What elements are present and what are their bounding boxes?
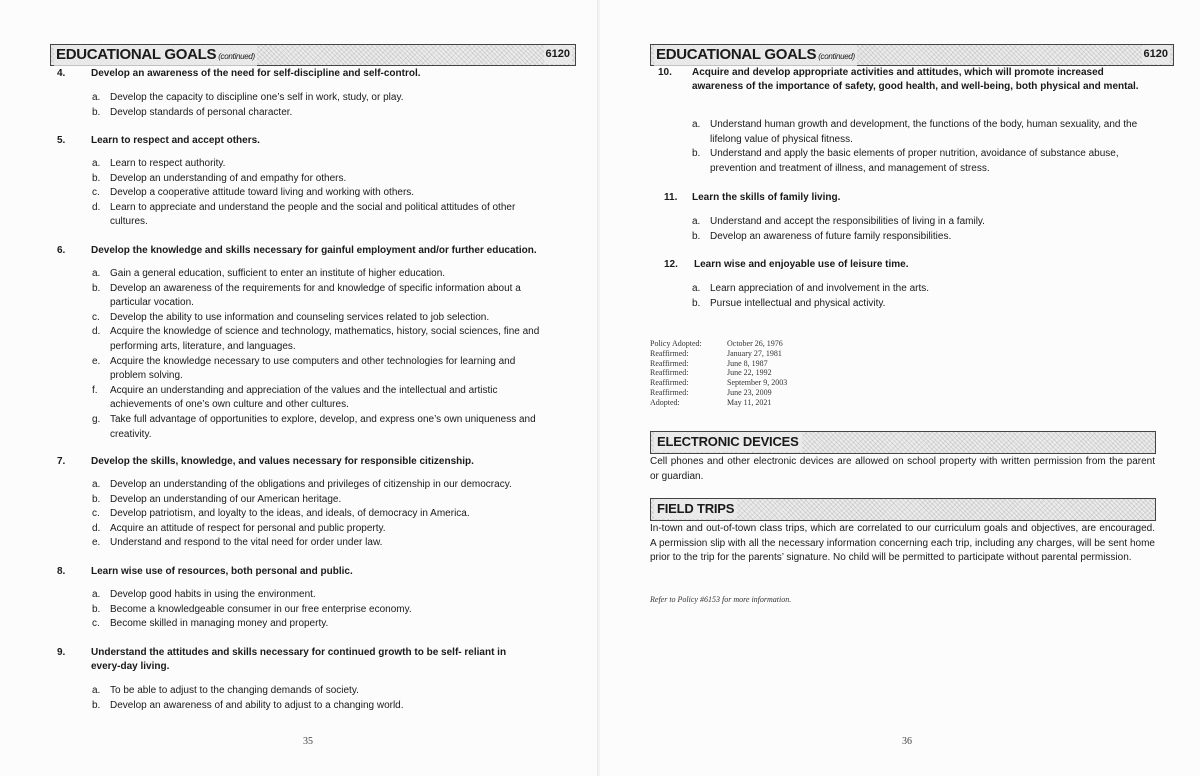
goal-5: [57, 134, 557, 148]
goal-12: [664, 258, 1144, 272]
reference-note: Refer to Policy #6153 for more information.: [650, 595, 792, 604]
list-item: a. Learn to respect authority.: [92, 158, 226, 169]
history-row: Policy Adopted: October 26, 1976: [650, 339, 783, 348]
field-trips-text: In-town and out-of-town class trips, which are correlated to our curriculum goals and objectives, are encouraged. A permission slip with all the necessary information concerning each trip, including any charges, will be sent home prior to the trip for the parents’ signature. No child will be permitted to participate without parental permission.: [650, 523, 1155, 563]
page-number-left: 35: [303, 736, 313, 747]
list-item: b. Develop standards of personal character.: [92, 106, 293, 118]
list-item: a. Understand and accept the responsibilities of living in a family.: [692, 216, 985, 227]
goal-heading: 6. Develop the knowledge and skills necessary for gainful employment and/or further education.: [57, 245, 537, 256]
list-item: e. Acquire the knowledge necessary to use computers and other technologies for learning and problem solving.: [92, 355, 516, 382]
section-header-educational-goals: [650, 44, 1174, 66]
goal-6-list: [92, 267, 552, 442]
list-item: b. Pursue intellectual and physical activity.: [692, 297, 886, 309]
goal-11: [664, 191, 1144, 205]
goal-8: [57, 565, 557, 579]
left-page: [0, 0, 598, 776]
history-row: Reaffirmed: June 8, 1987: [650, 358, 768, 368]
goal-heading: 10. Acquire and develop appropriate activities and attitudes, which will promote increased awareness of the importance of safety, good health, and well-being, both physical and mental.: [658, 67, 1139, 92]
goal-heading: 9. Understand the attitudes and skills necessary for continued growth to be self- reliant in every-day living.: [57, 647, 507, 672]
history-row: Reaffirmed: June 22, 1992: [650, 368, 772, 378]
list-item: a. Develop an understanding of the obligations and privileges of citizenship in our democracy.: [92, 479, 512, 490]
goal-4-list: [92, 91, 552, 120]
goal-5-list: [92, 157, 552, 230]
list-item: c. Develop patriotism, and loyalty to the ideas, and ideals, of democracy in America.: [92, 508, 470, 520]
list-item: d. Learn to appreciate and understand the people and the social and political attitudes of other cultures.: [92, 201, 516, 228]
list-item: b. Develop an awareness of and ability to adjust to a changing world.: [92, 699, 404, 711]
history-row: Adopted: May 11, 2021: [650, 397, 772, 407]
goal-heading: 7. Develop the skills, knowledge, and values necessary for responsible citizenship.: [57, 456, 474, 467]
list-item: c. Become skilled in managing money and property.: [92, 618, 329, 630]
right-page: [600, 0, 1200, 776]
list-item: b. Become a knowledgeable consumer in our free enterprise economy.: [92, 603, 412, 615]
list-item: e. Understand and respond to the vital need for order under law.: [92, 537, 383, 549]
history-row: Reaffirmed: June 23, 2009: [650, 387, 772, 397]
goal-heading: 4. Develop an awareness of the need for self-discipline and self-control.: [57, 68, 421, 79]
goal-9-list: [92, 684, 552, 713]
goal-heading: 5. Learn to respect and accept others.: [57, 135, 260, 146]
page-number-right: 36: [902, 736, 912, 747]
policy-history: [650, 339, 787, 408]
electronic-devices-text: Cell phones and other electronic devices are allowed on school property with written permission from the parent or guardian.: [650, 456, 1155, 482]
header-title: EDUCATIONAL GOALS (continued): [54, 45, 257, 66]
list-item: b. Develop an awareness of the requirements for and knowledge of specific information about a particular vocation.: [92, 282, 521, 309]
goal-8-list: [92, 588, 552, 632]
list-item: b. Develop an understanding of our American heritage.: [92, 493, 342, 505]
goal-6: [57, 244, 567, 258]
section-header-educational-goals: [50, 44, 576, 66]
policy-number: 6120: [1142, 45, 1170, 64]
goal-heading: 12. Learn wise and enjoyable use of leisure time.: [664, 259, 909, 270]
section-header-field-trips: FIELD TRIPS: [650, 498, 1156, 521]
goal-7: [57, 455, 557, 469]
goal-11-list: [692, 215, 1152, 244]
goal-heading: 8. Learn wise use of resources, both personal and public.: [57, 566, 353, 577]
list-item: d. Acquire the knowledge of science and technology, mathematics, history, social sciences, fine and performing arts, literature, and languages.: [92, 326, 540, 352]
list-item: b. Develop an awareness of future family responsibilities.: [692, 230, 952, 242]
list-item: b. Develop an understanding of and empathy for others.: [92, 172, 347, 184]
history-row: Reaffirmed: January 27, 1981: [650, 348, 782, 358]
list-item: a. Develop the capacity to discipline one’s self in work, study, or play.: [92, 92, 404, 103]
list-item: a. To be able to adjust to the changing demands of society.: [92, 685, 359, 696]
list-item: b. Understand and apply the basic elements of proper nutrition, avoidance of substance abuse, prevention and treatment of illness, and management of stress.: [692, 148, 1119, 174]
section-header-electronic-devices: ELECTRONIC DEVICES: [650, 431, 1156, 454]
list-item: d. Acquire an attitude of respect for personal and public property.: [92, 522, 386, 534]
list-item: a. Develop good habits in using the environment.: [92, 589, 316, 600]
header-title: EDUCATIONAL GOALS (continued): [654, 45, 857, 66]
goal-7-list: [92, 478, 552, 551]
list-item: a. Learn appreciation of and involvement in the arts.: [692, 283, 930, 294]
goal-10-list: [692, 118, 1152, 176]
list-item: g. Take full advantage of opportunities to explore, develop, and express one’s own uniqueness and creativity.: [92, 413, 536, 440]
goal-9: [57, 646, 537, 674]
goal-12-list: [692, 282, 1152, 311]
policy-number: 6120: [544, 45, 572, 64]
goal-heading: 11. Learn the skills of family living.: [664, 192, 841, 203]
list-item: f. Acquire an understanding and appreciation of the values and the intellectual and artistic achievements of one’s own culture and other cultures.: [92, 384, 498, 411]
goal-10: [658, 66, 1148, 94]
goal-4: [57, 67, 557, 81]
list-item: a. Gain a general education, sufficient to enter an institute of higher education.: [92, 268, 446, 279]
list-item: c. Develop the ability to use information and counseling services related to job selection.: [92, 311, 490, 323]
list-item: a. Understand human growth and development, the functions of the body, human sexuality, and the lifelong value of physical fitness.: [692, 119, 1138, 145]
list-item: c. Develop a cooperative attitude toward living and working with others.: [92, 187, 415, 199]
history-row: Reaffirmed: September 9, 2003: [650, 378, 788, 388]
